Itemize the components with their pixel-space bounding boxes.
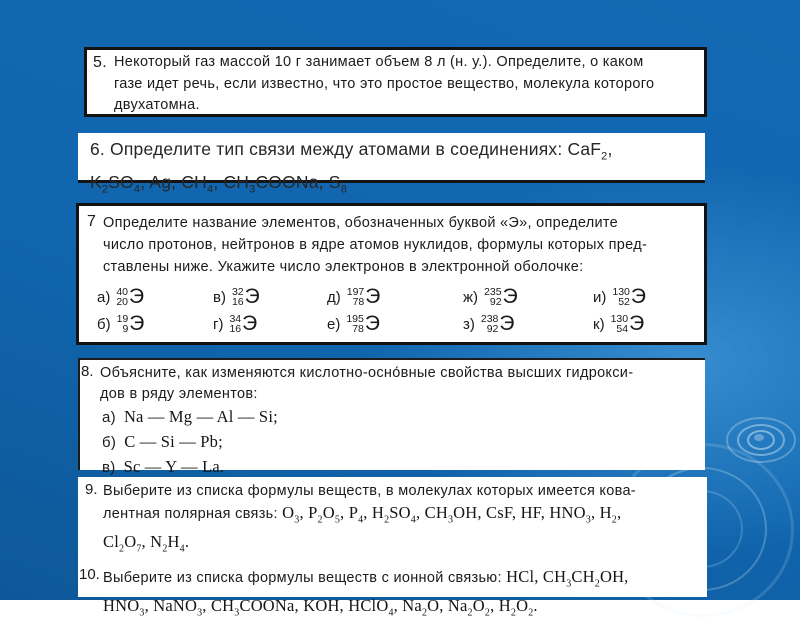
task-7-text-line: число протонов, нейтронов в ядре атомов нуклидов, формулы которых пред- (103, 237, 648, 253)
nuclide-item: к) 130 54 Э (593, 312, 645, 335)
small-water-ripple-icon (737, 424, 785, 456)
task-9-10-box (78, 477, 707, 619)
element-series-item (102, 430, 699, 455)
task-6-text-line: $K_2SO_4$, Ag, $CH_4$, $CH_3COONa$, $S_8$ (90, 171, 348, 195)
task-7-number: 7 (87, 213, 96, 230)
small-water-ripple-icon (754, 434, 764, 441)
nuclide-item: б) 19 9 Э (97, 312, 145, 335)
series-label: в) (102, 459, 116, 476)
series-formula: Sc — Y — La. (123, 457, 225, 476)
nuclide-item: з) 238 92 Э (463, 312, 515, 335)
task-10-formulas: $HNO_3$, NaNO$_3$, $CH_3COONa$, KOH, HClO$_4$, $Na_2O$, $Na_2O_2$, $H_2O_2$. (103, 595, 538, 619)
series-label: б) (102, 434, 117, 451)
nuclide-item: и) 130 52 Э (593, 285, 646, 308)
series-formula: C — Si — Pb; (124, 432, 223, 451)
task-8-number: 8. (81, 363, 94, 380)
task-9-text-line (103, 502, 707, 530)
task-5-box (84, 47, 707, 117)
task-9-formulas: $Cl_2O_7$, $N_2H_4$. (103, 532, 190, 555)
task-9-formulas: $O_3$, $P_2O_5$, $P_4$, $H_2SO_4$, $CH_3OH$, CsF, HF, $HNO_3$, $H_2$, (282, 503, 622, 526)
task-8-box (78, 358, 705, 476)
task-5-text-line: Некоторый газ массой 10 г занимает объем 8 л (н. у.). Определите, о каком (114, 54, 644, 70)
task-7-text-line: Определите название элементов, обозначенных буквой «Э», определите (103, 215, 619, 231)
task-6-box (78, 133, 705, 195)
task-10-number: 10. (79, 565, 100, 583)
task-9-formulas-line (103, 530, 707, 560)
series-label: а) (102, 409, 116, 426)
task-10-text: Выберите из списка формулы веществ с ионной связью: (103, 569, 507, 586)
nuclide-item: д) 197 78 Э (327, 285, 381, 308)
task-5-text-line: двухатомна. (114, 97, 200, 113)
nuclide-item: в) 32 16 Э (213, 285, 260, 308)
task-8-text-line: Объясните, как изменяются кислотно-осно́вные свойства высших гидрокси- (100, 365, 634, 381)
task-10-item (78, 566, 707, 624)
nuclide-item: г) 34 16 Э (213, 312, 258, 335)
task-6-text-line: 6. Определите тип связи между атомами в соединениях: CaF$_2$, (90, 139, 613, 163)
task-7-box (76, 203, 707, 345)
task-9-item (78, 477, 707, 561)
task-5-number: 5. (93, 54, 107, 71)
nuclide-item: ж) 235 92 Э (463, 285, 518, 308)
small-water-ripple-icon (747, 430, 775, 450)
nuclide-grid (79, 278, 704, 334)
nuclide-item: а) 40 20 Э (97, 285, 145, 308)
task-7-text-line: ставлены ниже. Укажите число электронов в электронной оболочке: (103, 259, 584, 275)
element-series-item (102, 405, 699, 430)
small-water-ripple-icon (726, 417, 796, 463)
task-9-text-line: Выберите из списка формулы веществ, в молекулах которых имеется кова- (103, 483, 636, 499)
task-10-text-line (103, 566, 707, 594)
task-10-formulas: HCl, $CH_3CH_2OH$, (506, 566, 629, 589)
task-8-text-line: дов в ряду элементов: (100, 386, 258, 402)
task-9-number: 9. (85, 481, 98, 498)
task-10-formulas-line (103, 594, 707, 624)
series-formula: Na — Mg — Al — Si; (123, 407, 278, 426)
task-5-text-line: газе идет речь, если известно, что это простое вещество, молекула которого (114, 75, 655, 92)
nuclide-item: е) 195 78 Э (327, 312, 380, 335)
task-9-text: лентная полярная связь: (103, 506, 283, 522)
